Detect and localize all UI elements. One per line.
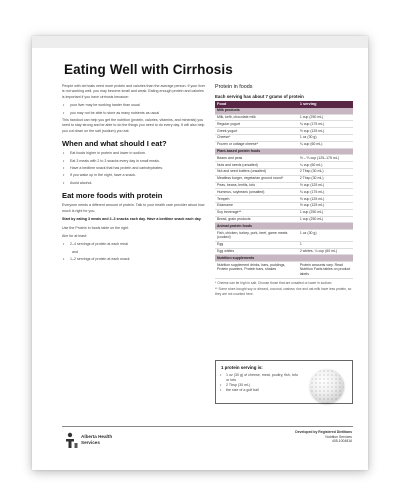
table-row <box>215 209 353 216</box>
table-cell-serving: ¼ cup (60 mL) <box>298 162 353 169</box>
when-bullet: • Eat 3 meals with 2 to 3 snacks every day in small meals. <box>62 159 207 164</box>
table-group-label: Nutrition supplements <box>215 255 353 262</box>
table-row <box>215 248 353 255</box>
credit-line-3: 405-1004816 <box>332 439 352 444</box>
column-header-serving: 1 serving <box>298 101 353 108</box>
table-row <box>215 155 353 162</box>
credit-line-1: Developed by Registered Dietitians <box>295 430 352 434</box>
table-cell-food: Regular yogurt <box>215 121 298 128</box>
aim-list <box>62 242 207 262</box>
table-cell-food: Cheese* <box>215 134 298 141</box>
footer-divider <box>62 426 353 427</box>
table-cell-serving: 1 oz (30 g) <box>298 230 353 242</box>
protein-serving-box <box>215 360 353 404</box>
protein-paragraph-3: Use the Protein in foods table on the right. <box>62 225 130 230</box>
credits-block <box>295 430 352 444</box>
table-section-title: Protein in foods <box>215 84 253 90</box>
table-row <box>215 230 353 242</box>
table-cell-serving: ¾ cup (175 mL) <box>298 121 353 128</box>
table-note-1: * Cheese can be high in salt. Choose those that are unsalted or lower in sodium. <box>215 280 333 285</box>
table-cell-serving: ½ cup (125 mL) <box>298 182 353 189</box>
table-subtitle: Each serving has about 7 grams of protein <box>215 94 304 99</box>
intro-bullet: • your liver may be working harder than usual <box>62 103 207 108</box>
table-cell-food: Greek yogurt <box>215 128 298 135</box>
table-cell-food: Tempeh <box>215 196 298 203</box>
column-header-food: Food <box>215 101 298 108</box>
aim-item: • 1–2 servings of protein at each snack <box>62 257 207 262</box>
table-row <box>215 241 353 248</box>
left-column <box>62 84 207 265</box>
logo-line-1: Alberta Health <box>81 434 113 439</box>
protein-paragraph-1: Everyone needs a different amount of protein. Talk to your health care provider about how much is right for you. <box>62 203 205 213</box>
table-cell-food: Frozen or cottage cheese* <box>215 141 298 148</box>
top-margin-bar <box>32 36 368 48</box>
table-row <box>215 162 353 169</box>
table-cell-serving: 2 Tbsp (30 mL) <box>298 168 353 175</box>
when-heading: When and what should I eat? <box>62 139 167 149</box>
aim-connector: and <box>72 249 78 254</box>
aim-label: Aim for at least: <box>62 233 87 238</box>
box-item: • the size of a golf ball <box>220 388 300 393</box>
table-header-row <box>215 101 353 108</box>
credit-line-2: Nutrition Services <box>325 434 352 439</box>
table-cell-food: Egg whites <box>215 248 298 255</box>
table-cell-serving: 1 cup (250 mL) <box>298 216 353 223</box>
table-row <box>215 216 353 223</box>
table-cell-food: Milk, kefir, chocolate milk <box>215 114 298 121</box>
box-item: • 1 oz (30 g) of cheese, meat, poultry, fish, tofu or tofu <box>220 373 300 383</box>
when-bullet: • Eat foods higher in protein and lower in sodium. <box>62 151 207 156</box>
table-row <box>215 168 353 175</box>
table-cell-food: Nutrition supplement drinks, bars, puddings, Protein powders, Protein bars, shakes <box>215 262 298 278</box>
table-row <box>215 121 353 128</box>
intro-bullet: • you may not be able to store as many nutrients as usual <box>62 111 207 116</box>
table-row <box>215 134 353 141</box>
table-cell-serving: ½ – ⅔ cup (125–175 mL) <box>298 155 353 162</box>
aim-item: • 2–4 servings of protein at each meal <box>62 242 207 247</box>
table-body <box>215 108 353 278</box>
table-cell-food: Egg <box>215 241 298 248</box>
table-cell-serving: 1 oz (30 g) <box>298 134 353 141</box>
table-note-2: ** Some store-bought soy or almond, coconut, cashew, rice and oat milk have less protein, so they are not counted here. <box>215 287 352 296</box>
when-bullet-list <box>62 151 207 186</box>
protein-paragraph-2-text: Start by eating 3 meals and 2–3 snacks each day. Have a bedtime snack each day. <box>62 217 202 222</box>
when-bullet: • Avoid alcohol. <box>62 181 207 186</box>
table-group-row <box>215 255 353 262</box>
table-cell-food: Edamame <box>215 202 298 209</box>
table-row <box>215 141 353 148</box>
table-row <box>215 202 353 209</box>
table-group-row <box>215 148 353 155</box>
table-group-label: Milk products <box>215 108 353 114</box>
table-cell-food: Nut and seed butters (unsalted) <box>215 168 298 175</box>
protein-heading: Eat more foods with protein <box>62 191 163 201</box>
page-title: Eating Well with Cirrhosis <box>64 62 233 77</box>
table-row <box>215 114 353 121</box>
box-title: 1 protein serving is: <box>221 365 263 370</box>
table-cell-food: Meatless burger, vegetarian ground round* <box>215 175 298 182</box>
table-row <box>215 189 353 196</box>
table-cell-serving: 1 cup (250 mL) <box>298 209 353 216</box>
table-row <box>215 128 353 135</box>
table-cell-food: Peas, beans, lentils, tofu <box>215 182 298 189</box>
table-cell-serving: ¾ cup (175 mL) <box>298 189 353 196</box>
table-group-row <box>215 223 353 230</box>
table-cell-serving: 1 cup (250 mL) <box>298 114 353 121</box>
protein-paragraph-2 <box>62 217 207 222</box>
table-cell-serving: Protein amounts vary. Read Nutrition Facts tables on product labels <box>298 262 353 278</box>
ahs-logo <box>64 431 144 451</box>
table-cell-serving: 2 Tbsp (30 mL) <box>298 175 353 182</box>
table-row <box>215 175 353 182</box>
table-row <box>215 196 353 203</box>
intro-paragraph-2: This handout can help you get the nutrition (protein, calories, vitamins, and minerals) you need to stay strong and be able to do the things you need to do every day. It will also help you cut down on the salt (sodium) you eat. <box>62 118 205 133</box>
table-group-label: Animal protein foods <box>215 223 353 230</box>
table-cell-food: Bread, grain products <box>215 216 298 223</box>
table-cell-food: Fish, chicken, turkey, pork, beef, game meats (cooked) <box>215 230 298 242</box>
golf-ball-image <box>310 369 344 403</box>
logo-line-2: Services <box>81 439 100 445</box>
when-bullet: • Have a bedtime snack that has protein and carbohydrates. <box>62 166 207 171</box>
intro-bullet-list <box>62 103 207 116</box>
intro-paragraph: People with cirrhosis need more protein and calories than the average person. If your liver is not working well, you may become small and weak. Eating enough protein and calories is important if you have cirrhosis because: <box>62 84 206 99</box>
box-item: • 2 Tbsp (30 mL) <box>220 383 300 388</box>
table-cell-food: Beans and peas <box>215 155 298 162</box>
table-cell-food: Nuts and seeds (unsalted) <box>215 162 298 169</box>
table-cell-food: Hummus, soybeans (unsalted) <box>215 189 298 196</box>
table-cell-serving: 1 <box>298 241 353 248</box>
protein-table <box>215 101 353 279</box>
table-cell-serving: ½ cup (125 mL) <box>298 196 353 203</box>
table-cell-serving: ½ cup (125 mL) <box>298 202 353 209</box>
logo-text <box>81 434 112 445</box>
table-cell-serving: 2 whites, ¼ cup (60 mL) <box>298 248 353 255</box>
table-group-label: Plant-based protein foods <box>215 148 353 155</box>
table-cell-serving: ¼ cup (60 mL) <box>298 141 353 148</box>
right-column <box>215 84 353 296</box>
when-bullet: • If you wake up in the night, have a snack. <box>62 173 207 178</box>
document-page <box>32 36 368 470</box>
table-cell-serving: ½ cup (125 mL) <box>298 128 353 135</box>
table-row <box>215 262 353 278</box>
table-cell-food: Soy beverage** <box>215 209 298 216</box>
ahs-logo-icon <box>64 432 78 449</box>
table-row <box>215 182 353 189</box>
